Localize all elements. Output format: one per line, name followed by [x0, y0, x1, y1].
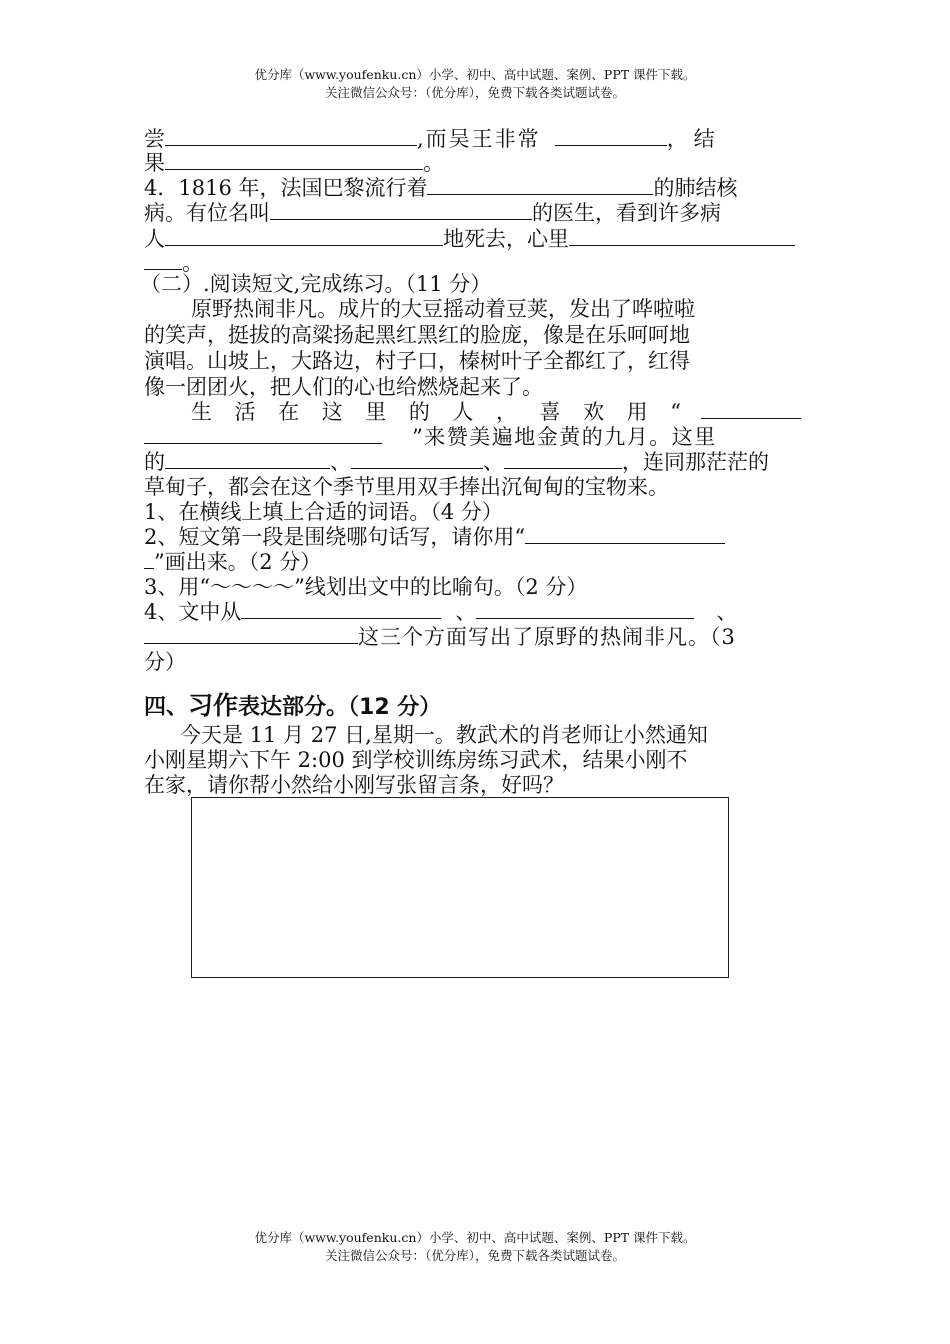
text-segment: ”画出来。（2 分）	[154, 550, 322, 574]
text-line	[144, 126, 721, 152]
footer-line-2: 关注微信公众号：（优分库），免费下载各类试题试卷。	[324, 1248, 625, 1263]
text-line	[191, 399, 801, 425]
answer-blank[interactable]	[144, 250, 182, 270]
writing-prompt-line: 在家，请你帮小然给小刚写张留言条，好吗？	[144, 773, 564, 797]
reading-paragraph-line: 像一团团火，把人们的心也给燃烧起来了。	[144, 375, 543, 399]
answer-blank[interactable]	[165, 126, 417, 146]
heading-rest: 表达部分。（12 分）	[238, 695, 442, 720]
answer-blank[interactable]	[144, 624, 358, 644]
answer-blank[interactable]	[270, 200, 532, 220]
question-4	[144, 599, 737, 625]
text-segment: 地死去，心里	[443, 227, 569, 251]
answer-blank[interactable]	[476, 599, 694, 619]
char: 生	[191, 400, 212, 424]
text-segment: ”来赞美遍地金黄的九月。这里	[412, 425, 717, 449]
section-heading	[144, 686, 441, 722]
text-segment: 4．1816 年，法国巴黎流行着	[144, 176, 428, 200]
page-header	[0, 66, 950, 102]
answer-blank[interactable]	[569, 226, 795, 246]
text-segment: 、	[716, 600, 738, 624]
text-segment: 2、短文第一段是围绕哪句话写，请你用“	[144, 525, 526, 549]
text-segment: 。	[423, 151, 444, 175]
answer-blank[interactable]	[165, 226, 443, 246]
text-segment: 、	[455, 600, 477, 624]
char: 用	[626, 400, 648, 424]
heading-keyword: 习作	[188, 691, 239, 720]
char: 在	[278, 400, 300, 424]
answer-blank[interactable]	[351, 449, 483, 469]
text-line	[144, 200, 721, 226]
char: 的	[408, 400, 430, 424]
text-segment: 4、文中从	[144, 600, 242, 624]
char: 欢	[583, 400, 605, 424]
char: 这	[321, 400, 343, 424]
answer-blank[interactable]	[241, 599, 441, 619]
answer-blank[interactable]	[165, 449, 330, 469]
text-segment: 、	[483, 450, 504, 474]
header-line-1: 优分库（www.youfenku.cn）小学、初中、高中试题、案例、PPT 课件下载。	[254, 67, 696, 82]
heading-number: 四、	[144, 695, 189, 720]
footer-line-1: 优分库（www.youfenku.cn）小学、初中、高中试题、案例、PPT 课件下载。	[254, 1230, 696, 1245]
page-footer	[0, 1229, 950, 1265]
text-segment: 病。有位名叫	[144, 201, 270, 225]
text-segment: 的医生，看到许多病	[532, 201, 721, 225]
question-1: 1、在横线上填上合适的词语。（4 分）	[144, 500, 503, 524]
text-segment: 尝	[144, 127, 165, 151]
answer-blank[interactable]	[504, 449, 622, 469]
char: 喜	[539, 400, 561, 424]
text-segment: 这三个方面写出了原野的热闹非凡。（3	[358, 625, 736, 649]
question-2	[144, 524, 725, 550]
writing-prompt-line: 今天是 11 月 27 日,星期一。教武术的肖老师让小然通知	[180, 723, 708, 747]
reading-paragraph-line: 草甸子，都会在这个季节里用双手捧出沉甸甸的宝物来。	[144, 475, 669, 499]
question-4-cont	[144, 624, 736, 650]
answer-blank[interactable]	[701, 399, 801, 419]
text-segment: 果	[144, 151, 165, 175]
answer-blank[interactable]	[525, 524, 725, 544]
answer-blank[interactable]	[144, 424, 382, 444]
spaced-text	[191, 399, 681, 425]
text-segment: 的肺结核	[653, 176, 738, 200]
char: 里	[365, 400, 387, 424]
message-writing-box[interactable]	[191, 797, 729, 978]
text-segment: 、	[330, 450, 351, 474]
text-segment: ，连同那茫茫的	[622, 450, 769, 474]
text-line	[144, 150, 444, 176]
answer-blank[interactable]	[165, 150, 423, 170]
reading-paragraph-line: 的笑声，挺拔的高粱扬起黑红黑红的脸庞，像是在乐呵呵地	[144, 323, 690, 347]
question-2-cont	[144, 549, 321, 575]
reading-title: （二）.阅读短文,完成练习。（11 分）	[140, 272, 492, 296]
text-line	[144, 175, 737, 201]
char: “	[670, 400, 681, 424]
question-4-cont: 分）	[144, 650, 186, 674]
reading-paragraph-line: 原野热闹非凡。成片的大豆摇动着豆荚，发出了哗啦啦	[191, 297, 695, 321]
answer-blank[interactable]	[144, 549, 154, 569]
header-line-2: 关注微信公众号：（优分库），免费下载各类试题试卷。	[324, 85, 625, 100]
text-segment: ,而吴王非常	[417, 127, 541, 151]
answer-blank[interactable]	[555, 126, 667, 146]
text-segment: 的	[144, 450, 165, 474]
answer-blank[interactable]	[427, 175, 653, 195]
text-segment: 。	[182, 251, 203, 275]
text-line	[144, 449, 769, 475]
text-line	[144, 226, 795, 252]
reading-paragraph-line: 演唱。山坡上，大路边，村子口，榛树叶子全都红了，红得	[144, 349, 690, 373]
text-segment: ，结	[666, 127, 721, 151]
writing-prompt-line: 小刚星期六下午 2:00 到学校训练房练习武术，结果小刚不	[144, 748, 688, 772]
text-line	[144, 424, 717, 450]
char: ，	[495, 400, 517, 424]
question-3: 3、用“～～～～”线划出文中的比喻句。（2 分）	[144, 575, 588, 599]
char: 活	[234, 400, 256, 424]
char: 人	[452, 400, 474, 424]
text-segment: 人	[144, 227, 165, 251]
